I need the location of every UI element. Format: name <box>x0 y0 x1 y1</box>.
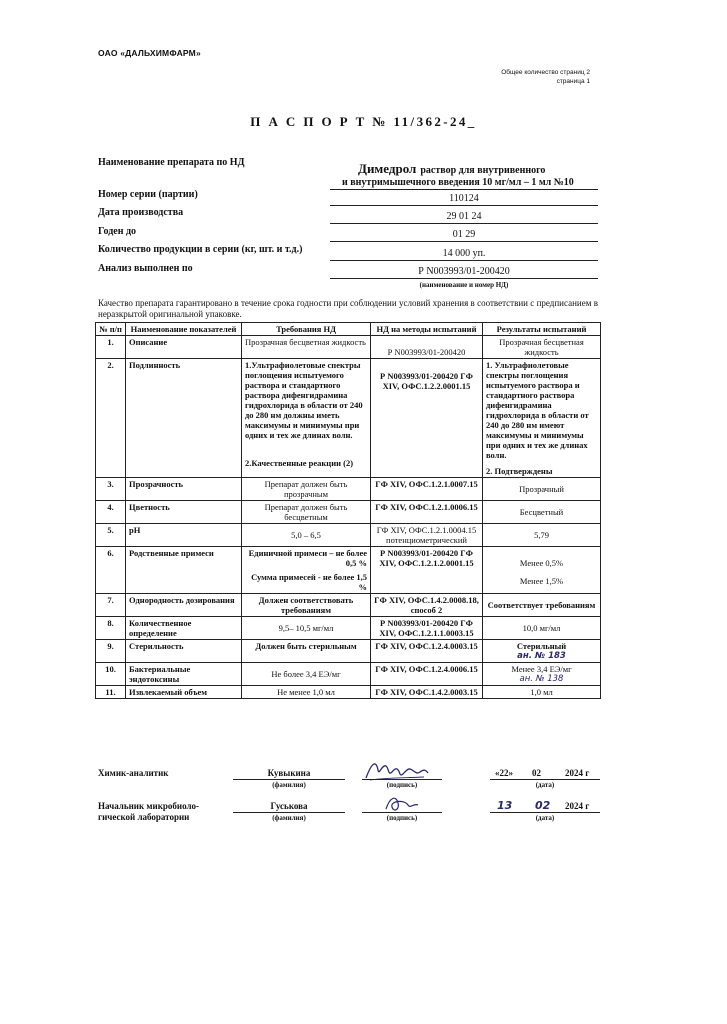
chemist-name-underline <box>233 779 345 780</box>
chemist-name-caption: (фамилия) <box>272 781 306 789</box>
row-result: Прозрачный <box>483 478 601 501</box>
page-count <box>470 68 590 86</box>
row-name: Количественное определение <box>126 617 242 640</box>
row-req-part1: Единичной примеси – не более 0,5 % <box>248 548 367 568</box>
row-result: Соответствует требованиям <box>483 594 601 617</box>
chemist-date-day: «22» <box>495 768 513 778</box>
series-label: Номер серии (партии) <box>98 189 198 200</box>
row-result <box>483 359 601 478</box>
col-header-num: № п/п <box>96 323 126 336</box>
row-req-part1: 1.Ультрафиолетовые спектры поглощения испытуемого раствора и стандартного раствора дифенгидрамина гидрохлорида в области от 240 до 280 нм должны иметь максимумы и минимумы при одних и тех же длинах волн. <box>245 360 363 440</box>
head-date-day: 13 <box>497 799 513 812</box>
row-num: 8. <box>96 617 126 640</box>
passport-title: П А С П О Р Т № 11/362-24_ <box>250 114 477 129</box>
row-name: Однородность дозирования <box>126 594 242 617</box>
row-num: 7. <box>96 594 126 617</box>
head-sign-caption: (подпись) <box>386 814 418 822</box>
series-underline <box>330 205 598 206</box>
row-num: 3. <box>96 478 126 501</box>
row-result: Прозрачная бесцветная жидкость <box>483 336 601 359</box>
row-req-part2: Сумма примесей - не более 1,5 % <box>251 572 367 592</box>
quantity-underline <box>330 260 598 261</box>
row-method: ГФ XIV, ОФС.1.2.1.0004.15 потенциометрический <box>371 524 483 547</box>
analysis-label: Анализ выполнен по <box>98 263 193 274</box>
quality-statement: Качество препарата гарантировано в течение срока годности при соблюдении условий хранения в соответствии с предписанием в неразкрытой оригинальной упаковке. <box>98 298 598 319</box>
table-row <box>96 501 601 524</box>
row-result: 1,0 мл <box>483 686 601 699</box>
row-method: Р N003993/01-200420 ГФ XIV, ОФС.1.2.1.2.0001.15 <box>371 547 483 594</box>
table-header-row <box>96 323 601 336</box>
analysis-note: (наименование и номер НД) <box>419 281 509 289</box>
row-req: Прозрачная бесцветная жидкость <box>242 336 371 359</box>
col-header-req: Требования НД <box>242 323 371 336</box>
row-result-part1: Менее 3,4 ЕЭ/мг <box>511 664 572 674</box>
chemist-date-underline <box>490 779 600 780</box>
analysis-value: Р N003993/01-200420 <box>418 266 510 277</box>
row-result: 10,0 мг/мл <box>483 617 601 640</box>
page-number: страница 1 <box>556 78 590 85</box>
row-num: 4. <box>96 501 126 524</box>
chemist-name: Кувыкина <box>267 768 311 778</box>
row-result-part1: Менее 0,5% <box>519 558 564 568</box>
row-method: ГФ XIV, ОФС.1.4.2.0003.15 <box>371 686 483 699</box>
row-req: Должен соответствовать требованиям <box>242 594 371 617</box>
head-role-line2: гической лаборатории <box>98 812 190 822</box>
table-row <box>96 547 601 594</box>
row-name: Цветность <box>126 501 242 524</box>
row-result-part2: ан. № 138 <box>519 674 564 684</box>
quantity-label: Количество продукции в серии (кг, шт. и т.д.) <box>98 244 303 255</box>
row-req <box>242 359 371 478</box>
row-method: Р N003993/01-200420 ГФ XIV, ОФС.1.2.2.0001.15 <box>371 359 483 478</box>
row-result <box>483 547 601 594</box>
col-header-result: Результаты испытаний <box>483 323 601 336</box>
row-req-part2: 2.Качественные реакции (2) <box>245 458 354 468</box>
series-value: 110124 <box>449 193 479 204</box>
row-method: ГФ XIV, ОФС.1.2.1.0007.15 <box>371 478 483 501</box>
table-row <box>96 663 601 686</box>
prod-date-label: Дата производства <box>98 207 184 218</box>
head-role-line1: Начальник микробиоло- <box>98 801 200 811</box>
row-result <box>483 663 601 686</box>
table-row <box>96 617 601 640</box>
preparat-name: Димедрол <box>358 161 417 176</box>
prod-date-underline <box>330 223 598 224</box>
preparat-line1 <box>358 160 545 178</box>
row-result-part2: 2. Подтверждены <box>486 466 553 476</box>
row-req: Не более 3,4 ЕЭ/мг <box>242 663 371 686</box>
chemist-sign-underline <box>362 779 442 780</box>
row-result <box>483 640 601 663</box>
head-role <box>98 801 199 823</box>
col-header-method: НД на методы испытаний <box>371 323 483 336</box>
head-date-caption: (дата) <box>535 814 555 822</box>
row-result-part2: ан. № 183 <box>517 651 566 661</box>
row-result-part1: 1. Ультрафиолетовые спектры поглощения испытуемого раствора и стандартного раствора дифенгидрамина гидрохлорида в области от 240 до 280 нм имеют максимумы и минимумы при одних и тех же длинах волн. <box>486 360 589 460</box>
head-date-year: 2024 г <box>565 801 590 811</box>
expiry-label: Годен до <box>98 226 137 237</box>
prod-date-value: 29 01 24 <box>446 211 482 222</box>
row-result: Бесцветный <box>483 501 601 524</box>
total-pages: Общее количество страниц 2 <box>501 69 590 76</box>
chemist-sign-caption: (подпись) <box>386 781 418 789</box>
row-method: ГФ XIV, ОФС.1.2.1.0006.15 <box>371 501 483 524</box>
row-result-part1: Стерильный <box>516 641 567 651</box>
preparat-label: Наименование препарата по НД <box>98 157 245 168</box>
row-num: 9. <box>96 640 126 663</box>
head-date-underline <box>490 812 600 813</box>
col-header-name: Наименование показателей <box>126 323 242 336</box>
row-result: 5,79 <box>483 524 601 547</box>
row-name: pH <box>126 524 242 547</box>
row-method: Р N003993/01-200420 <box>371 336 483 359</box>
chemist-role: Химик-аналитик <box>98 768 169 778</box>
head-name: Гуськова <box>270 801 308 811</box>
specification-table <box>95 322 601 699</box>
table-row <box>96 524 601 547</box>
row-method: ГФ XIV, ОФС.1.2.4.0003.15 <box>371 640 483 663</box>
row-num: 5. <box>96 524 126 547</box>
company-name: ОАО «ДАЛЬХИМФАРМ» <box>98 48 201 58</box>
row-name: Стерильность <box>126 640 242 663</box>
head-sign-underline <box>362 812 442 813</box>
head-date-month: 02 <box>535 799 551 812</box>
expiry-underline <box>330 241 598 242</box>
row-num: 2. <box>96 359 126 478</box>
table-row <box>96 686 601 699</box>
row-req: Не менее 1,0 мл <box>242 686 371 699</box>
expiry-value: 01 29 <box>452 229 476 240</box>
row-method: Р N003993/01-200420 ГФ XIV, ОФС.1.2.1.1.0003.15 <box>371 617 483 640</box>
table-row <box>96 640 601 663</box>
row-name: Подлинность <box>126 359 242 478</box>
table-row <box>96 478 601 501</box>
row-req: 5,0 – 6,5 <box>242 524 371 547</box>
row-req: Препарат должен быть прозрачным <box>242 478 371 501</box>
row-name: Прозрачность <box>126 478 242 501</box>
row-req: Должен быть стерильным <box>242 640 371 663</box>
analysis-underline <box>330 278 598 279</box>
row-name: Описание <box>126 336 242 359</box>
row-num: 6. <box>96 547 126 594</box>
row-req: 9,5– 10,5 мг/мл <box>242 617 371 640</box>
row-name: Извлекаемый объем <box>126 686 242 699</box>
row-method: ГФ XIV, ОФС.1.2.4.0006.15 <box>371 663 483 686</box>
row-num: 11. <box>96 686 126 699</box>
row-req: Препарат должен быть бесцветным <box>242 501 371 524</box>
row-name: Родственные примеси <box>126 547 242 594</box>
head-name-caption: (фамилия) <box>272 814 306 822</box>
chemist-date-month: 02 <box>532 768 541 778</box>
preparat-underline <box>330 189 598 190</box>
row-num: 10. <box>96 663 126 686</box>
row-result-part2: Менее 1,5% <box>519 576 564 586</box>
table-row <box>96 359 601 478</box>
row-method: ГФ XIV, ОФС.1.4.2.0008.18, способ 2 <box>371 594 483 617</box>
preparat-desc1: раствор для внутривенного <box>420 165 546 176</box>
quantity-value: 14 000 уп. <box>442 248 486 259</box>
table-row <box>96 594 601 617</box>
table-row <box>96 336 601 359</box>
row-req <box>242 547 371 594</box>
row-name: Бактериальные эндотоксины <box>126 663 242 686</box>
head-name-underline <box>233 812 345 813</box>
chemist-date-caption: (дата) <box>535 781 555 789</box>
row-num: 1. <box>96 336 126 359</box>
chemist-date-year: 2024 г <box>565 768 590 778</box>
preparat-desc2: и внутримышечного введения 10 мг/мл – 1 мл №10 <box>342 177 574 188</box>
